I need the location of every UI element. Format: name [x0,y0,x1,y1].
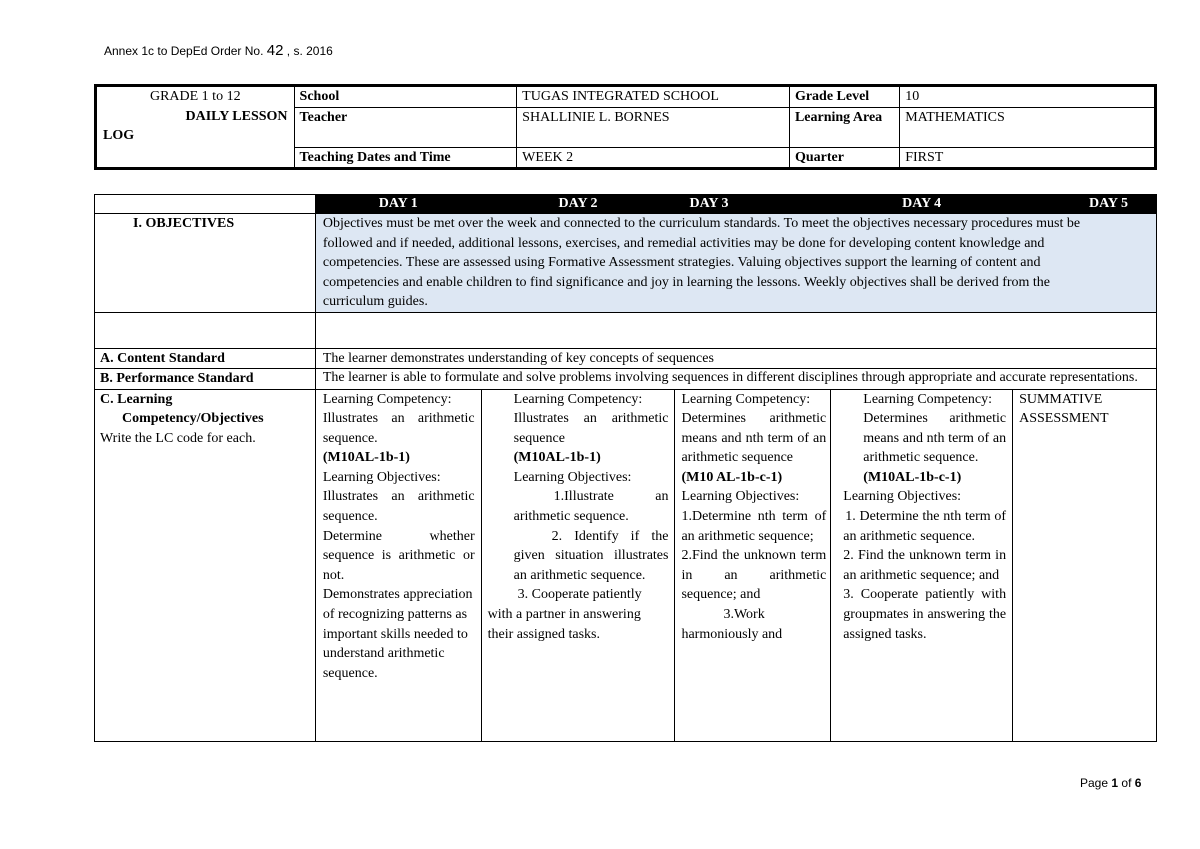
day-5-header: DAY 5 [1013,195,1157,214]
day-3-obj-1: 1.Determine nth term of an arithmetic sequence; [681,509,827,544]
grade-level-value: 10 [900,86,1156,108]
learning-area-value: MATHEMATICS [900,107,1156,147]
day-header-blank [95,195,316,214]
day-3-lo-heading: Learning Objectives: [681,489,800,505]
teacher-value: SHALLINIE L. BORNES [517,107,790,147]
day-2-obj-3: 3. Cooperate patiently with a partner in answering their assigned tasks. [487,587,642,642]
day-4-lo-heading: Learning Objectives: [843,489,962,505]
day-2-header: DAY 2 [481,195,675,214]
day-1-lc-heading: Learning Competency: [322,391,452,407]
performance-standard-label: B. Performance Standard [95,369,316,390]
day-4-lc-text: Determines arithmetic means and nth term of an arithmetic sequence. [863,411,1007,466]
day-2-competency [481,389,675,741]
quarter-value: FIRST [900,147,1156,169]
day-4-header: DAY 4 [831,195,1013,214]
competency-label-cell [95,389,316,741]
competency-label-line1: C. Learning [100,391,173,407]
objectives-text: Objectives must be met over the week and connected to the curriculum standards. To meet the objectives necessary procedures must be followed and if needed, additional lessons, exercises, and remedial activities may be done for developing content knowledge and competencies. These are assessed using Formative Assessment strategies. Valuing objectives support the learning of content and competencies and enable children to find significance and joy in learning the lessons. Weekly objectives shall be derived from the curriculum guides. [315,214,1156,313]
day-2-lc-heading: Learning Competency: [513,391,643,407]
header-table [94,84,1157,170]
day-4-obj-1: 1. Determine the nth term of an arithmetic sequence. [843,509,1007,544]
school-value: TUGAS INTEGRATED SCHOOL [517,86,790,108]
day-4-obj-2: 2. Find the unknown term in an arithmetic sequence; and [843,548,1007,583]
day-4-obj-3: 3. Cooperate patiently with groupmates in answering the assigned tasks. [843,587,1007,642]
day-2-obj-2: 2. Identify if the given situation illustrates an arithmetic sequence. [513,528,669,583]
day-4-competency [831,389,1013,741]
lesson-table [94,194,1157,742]
page-total: 6 [1134,776,1142,790]
page-current: 1 [1111,776,1119,790]
performance-standard-text: The learner is able to formulate and solve problems involving sequences in different disciplines through appropriate and accurate representations. [315,369,1156,390]
page-label: Page [1080,776,1109,790]
day-3-competency [675,389,831,741]
annex-number: 42 [266,42,284,59]
learning-area-label: Learning Area [789,107,899,147]
school-label: School [294,86,517,108]
day-3-code: (M10 AL-1b-c-1) [681,469,783,485]
annex-prefix: Annex 1c to DepEd Order No. [104,44,264,58]
dll-label-line2: LOG [103,128,135,143]
dll-label-line1: DAILY LESSON [185,108,288,124]
page-of: of [1121,776,1132,790]
day-1-lc-text: Illustrates an arithmetic sequence. [322,411,475,446]
day-1-obj-1: Illustrates an arithmetic sequence. [322,489,475,525]
day-2-lo-heading: Learning Objectives: [513,469,632,485]
day-2-lc-text: Illustrates an arithmetic sequence [513,411,669,446]
grade-label: GRADE 1 to 12 [149,89,241,104]
content-standard-text: The learner demonstrates understanding of key concepts of sequences [315,348,1156,369]
day-2-obj-1: 1.Illustrate an arithmetic sequence. [513,489,669,525]
dll-title-cell [96,86,295,169]
annex-label [104,42,333,59]
day-1-obj-2: Determine whether sequence is arithmetic or not. [322,528,475,583]
page-number [1080,776,1141,790]
day-3-obj-2: 2.Find the unknown term in an arithmetic sequence; and [681,548,827,603]
day-1-lo-heading: Learning Objectives: [322,469,441,485]
dates-value: WEEK 2 [517,147,790,169]
day-4-lc-heading: Learning Competency: [863,391,992,407]
objectives-label: I. OBJECTIVES [95,214,316,313]
day-3-header: DAY 3 [675,195,831,214]
day-header-row [95,195,1157,214]
day-3-lc-text: Determines arithmetic means and nth term of an arithmetic sequence [681,411,827,466]
competency-label-note: Write the LC code for each. [100,430,256,446]
day-3-obj-3: 3.Work harmoniously and [681,607,783,642]
teacher-label: Teacher [294,107,517,147]
day-1-competency [315,389,481,741]
day-3-lc-heading: Learning Competency: [681,391,811,407]
dates-label: Teaching Dates and Time [294,147,517,169]
competency-label-line2: Competency/Objectives [122,411,264,426]
day-4-code: (M10AL-1b-c-1) [863,469,962,485]
day-2-code: (M10AL-1b-1) [513,450,601,466]
day-1-code: (M10AL-1b-1) [322,450,410,466]
content-standard-label: A. Content Standard [95,348,316,369]
grade-level-label: Grade Level [789,86,899,108]
annex-suffix: , s. 2016 [286,44,333,58]
quarter-label: Quarter [789,147,899,169]
objectives-blank-right [315,312,1156,348]
day-5-competency: SUMMATIVE ASSESSMENT [1013,389,1157,741]
objectives-blank-left [95,312,316,348]
day-1-header: DAY 1 [315,195,481,214]
day-1-obj-3: Demonstrates appreciation of recognizing patterns as important skills needed to understand arithmetic sequence. [322,587,473,681]
